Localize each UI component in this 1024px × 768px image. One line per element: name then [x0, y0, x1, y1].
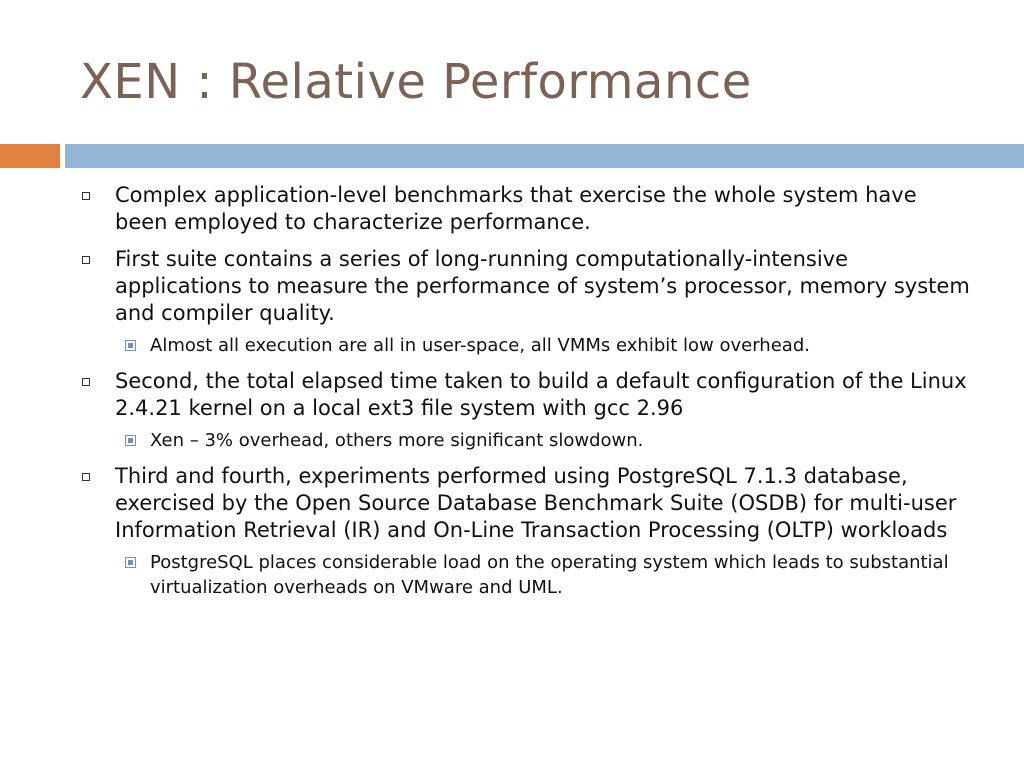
bullet-item [80, 463, 975, 600]
filled-square-bullet-icon [125, 435, 136, 446]
sub-bullet-text: Xen – 3% overhead, others more significant slowdown. [150, 430, 644, 451]
hollow-square-bullet-icon [82, 473, 90, 481]
sub-bullet-list [115, 428, 975, 453]
sub-bullet-list [115, 550, 975, 600]
bullet-item [80, 182, 975, 236]
sub-bullet-text: PostgreSQL places considerable load on the operating system which leads to substantial virtualization overheads on VMware and UML. [150, 552, 949, 598]
bullet-item [80, 368, 975, 453]
bullet-text: Complex application-level benchmarks that exercise the whole system have been employed to characterize performance. [115, 183, 917, 234]
hollow-square-bullet-icon [82, 256, 90, 264]
slide-content [80, 182, 975, 610]
accent-bar [0, 144, 60, 168]
hollow-square-bullet-icon [82, 192, 90, 200]
sub-bullet-text: Almost all execution are all in user-space, all VMMs exhibit low overhead. [150, 335, 810, 356]
bullet-item [80, 246, 975, 358]
sub-bullet-item [115, 428, 975, 453]
filled-square-bullet-icon [125, 557, 136, 568]
bullet-text: First suite contains a series of long-running computationally-intensive applications to measure the performance of system’s processor, memory system and compiler quality. [115, 247, 970, 325]
bullet-text: Second, the total elapsed time taken to build a default configuration of the Linux 2.4.21 kernel on a local ext3 file system with gcc 2.96 [115, 369, 967, 420]
slide-title: XEN : Relative Performance [80, 54, 752, 110]
sub-bullet-item [115, 550, 975, 600]
sub-bullet-list [115, 333, 975, 358]
filled-square-bullet-icon [125, 340, 136, 351]
title-rule-bar [65, 144, 1024, 168]
hollow-square-bullet-icon [82, 378, 90, 386]
sub-bullet-item [115, 333, 975, 358]
bullet-list [80, 182, 975, 600]
bullet-text: Third and fourth, experiments performed using PostgreSQL 7.1.3 database, exercised by the Open Source Database Benchmark Suite (OSDB) for multi-user Information Retrieval (IR) and On-Line Transaction Processing (OLTP) workloads [115, 464, 957, 542]
